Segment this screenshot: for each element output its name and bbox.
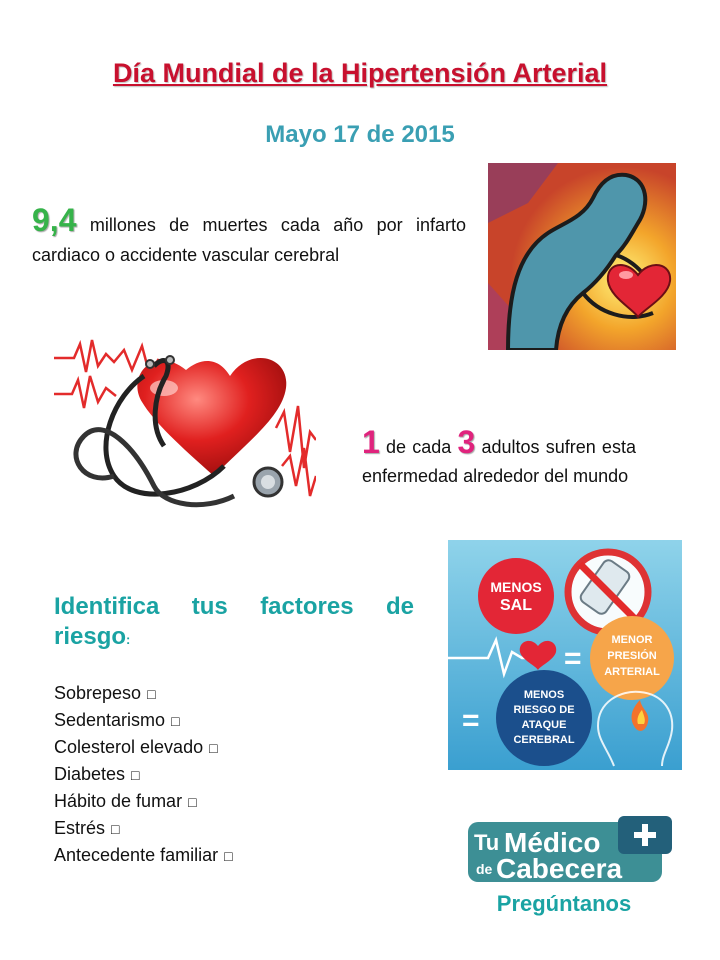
salt-infographic xyxy=(448,540,682,770)
menos-riesgo-line1: MENOS xyxy=(523,689,565,701)
stat-deaths xyxy=(32,202,466,270)
list-item: Sobrepeso □ xyxy=(54,683,156,703)
event-date: Mayo 17 de 2015 xyxy=(265,121,455,148)
stat-deaths-text: millones de muertes cada año por infarto cardiaco o accidente vascular cerebral xyxy=(32,215,466,265)
menor-presion-line2: PRESIÓN xyxy=(607,650,657,662)
list-item: Antecedente familiar □ xyxy=(54,845,233,865)
list-item: Diabetes □ xyxy=(54,764,140,784)
checkbox-icon: □ xyxy=(131,767,140,783)
menor-presion-line1: MENOR xyxy=(611,634,653,646)
stat-adults-text: adultos sufren esta enfermedad alrededor del mundo xyxy=(362,437,636,486)
equals-sign-2: = xyxy=(462,704,480,737)
menos-sal-line1: MENOS xyxy=(490,579,542,595)
ask-us-text: Pregúntanos xyxy=(496,891,632,916)
checkbox-icon: □ xyxy=(209,740,218,756)
list-item: Colesterol elevado □ xyxy=(54,737,218,757)
logo-tu: Tu xyxy=(474,830,500,855)
stat-deaths-number: 9,4 xyxy=(32,202,77,238)
risk-factors-title-text: Identifica tus factores de riesgo xyxy=(54,593,414,650)
list-item: Estrés □ xyxy=(54,818,120,838)
logo-medico: Médico xyxy=(504,827,601,858)
stat-adults-number-three: 3 xyxy=(457,424,476,460)
stat-adults-number-one: 1 xyxy=(362,424,380,460)
checkbox-icon: □ xyxy=(171,713,180,729)
menos-riesgo-line4: CEREBRAL xyxy=(513,734,575,746)
menor-presion-line3: ARTERIAL xyxy=(604,666,660,678)
list-item: Sedentarismo □ xyxy=(54,710,180,730)
list-item: Hábito de fumar □ xyxy=(54,791,197,811)
checkbox-icon: □ xyxy=(111,821,120,837)
logo-de: de xyxy=(476,861,493,877)
menos-riesgo-line3: ATAQUE xyxy=(521,719,567,731)
checkbox-icon: □ xyxy=(147,686,156,702)
menos-sal-line2: SAL xyxy=(500,597,532,614)
menos-riesgo-line2: RIESGO DE xyxy=(513,704,575,716)
risk-factors-title xyxy=(54,592,414,655)
equals-sign-1: = xyxy=(564,642,582,675)
heart-painting-image xyxy=(488,163,676,350)
stat-adults-mid: de cada xyxy=(386,437,452,457)
tu-medico-de-cabecera-logo xyxy=(468,816,678,886)
risk-factors-colon: : xyxy=(126,632,131,647)
logo-cabecera: Cabecera xyxy=(496,853,623,884)
checkbox-icon: □ xyxy=(188,794,197,810)
risk-factors-list xyxy=(54,680,233,869)
heart-stethoscope-image xyxy=(54,336,316,526)
page-title: Día Mundial de la Hipertensión Arterial xyxy=(112,58,608,88)
checkbox-icon: □ xyxy=(224,848,233,864)
stat-adults xyxy=(362,424,636,491)
